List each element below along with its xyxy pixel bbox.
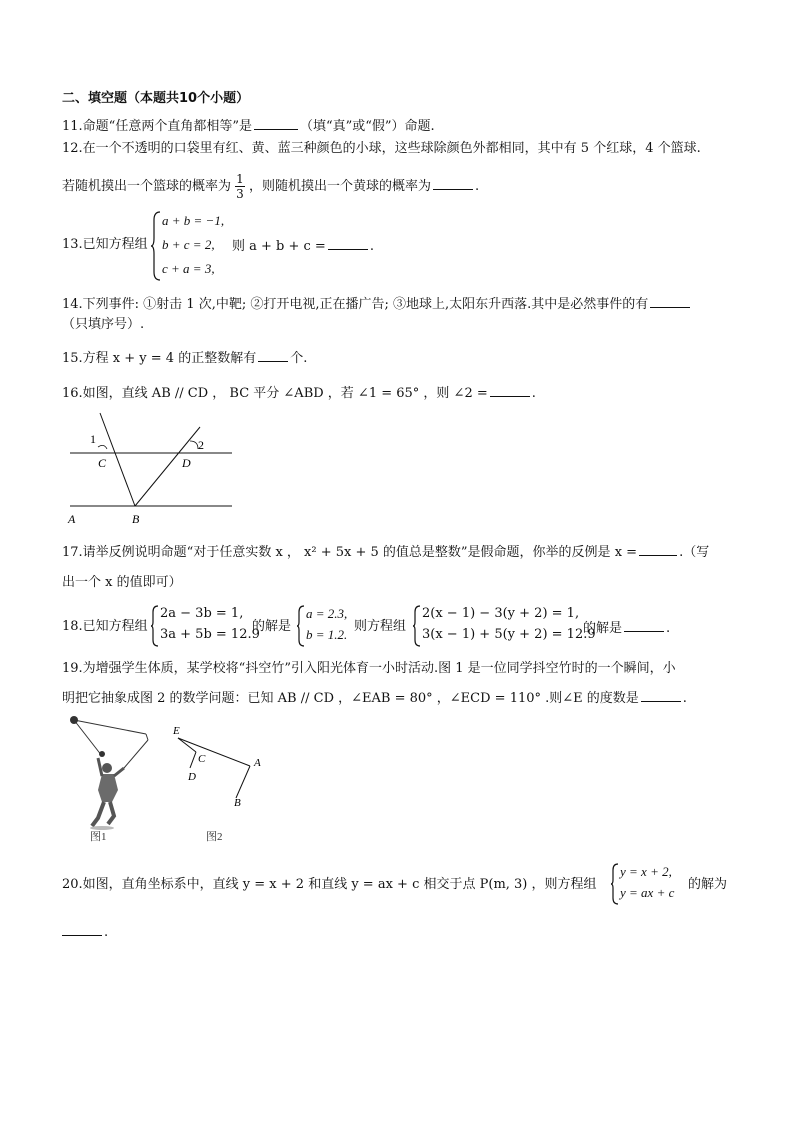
q16-blank[interactable] [490,383,530,397]
q19-figure-1 [62,712,172,842]
section-title: 二、填空题（本题共10个小题） [62,91,250,106]
string-left [74,720,102,756]
q18-prefix: 18.已知方程组 [62,619,148,634]
q18-brace-2 [296,604,306,648]
label-b2: B [234,797,241,809]
q13-ask-line: 则 a + b + c = . [232,236,374,256]
label-2: 2 [198,438,204,452]
q13-brace [150,210,162,282]
q19-blank[interactable] [641,688,681,702]
question-15: 15.方程 x + y = 4 的正整数解有 个. [62,348,307,368]
label-c2: C [198,753,206,765]
label-e: E [173,725,180,737]
q20-system: y = x + 2, y = ax + c [620,864,675,900]
q18-mid: 的解是 [252,619,292,634]
q12-line2b: ，则随机摸出一个黄球的概率为 [248,179,431,194]
q18-brace-1 [150,604,160,648]
question-19-line2: 明把它抽象成图 2 的数学问题：已知 AB // CD ，∠EAB = 80° ，∠ECD = 110° .则∠E 的度数是 . [62,688,687,708]
q13-eq1: a + b = −1, [162,213,225,228]
label-d: D [182,456,191,470]
q11-after: （填“真”或“假”）命题. [299,119,435,134]
q11-blank[interactable] [254,116,298,130]
question-14-line1: 14.下列事件: ①射击 1 次,中靶; ②打开电视,正在播广告; ③地球上,太阳东升西落.其中是必然事件的有 [62,294,692,314]
question-12-line2: 若随机摸出一个篮球的概率为 $\frac{1}{3}$ ，则随机摸出一个黄球的概率为 . [62,172,480,201]
q18-solution: a = 2.3, b = 1.2. [306,606,348,642]
question-12-line1: 12.在一个不透明的口袋里有红、黄、蓝三种颜色的小球，这些球除颜色外都相同，其中有 5 个红球，4 个篮球. [62,141,701,156]
label-b: B [132,512,140,526]
q18-brace-3 [412,604,422,648]
question-20-line1: 20.如图，直角坐标系中，直线 y = x + 2 和直线 y = ax + c 相交于点 P(m, 3) ，则方程组 [62,877,597,892]
label-a: A [68,512,76,526]
angle-2-arc [190,441,198,449]
person-head-icon [102,763,112,773]
q13-blank[interactable] [328,236,368,250]
string-top [74,720,146,734]
question-17-line2: 出一个 x 的值即可） [62,575,182,590]
label-c: C [98,456,107,470]
q13-system [162,212,224,277]
q13-prefix: 13.已知方程组 [62,237,148,252]
angle-1-arc [98,445,107,449]
q18-system-1: 2a − 3b = 1, 3a + 5b = 12.9 [160,606,260,642]
q17-blank[interactable] [639,542,677,556]
q12-fraction: $\frac{1}{3}$ [236,172,244,201]
q13-eq3: c + a = 3, [162,261,215,276]
question-20-line2: . [62,922,108,942]
line-cd2 [190,752,196,768]
fig2-caption: 图2 [206,831,223,843]
fig1-caption: 图1 [90,831,107,842]
label-d2: D [188,771,196,783]
label-a2: A [254,757,261,769]
line-ec [178,738,196,752]
question-19-line1: 19.为增强学生体质，某学校将“抖空竹”引入阳光体育一小时活动.图 1 是一位同学抖空竹时的一个瞬间，小 [62,661,676,676]
question-17-line1: 17.请举反例说明命题“对于任意实数 x ， x² + 5x + 5 的值总是整数”是假命题，你举的反例是 x = .（写 [62,542,709,562]
q12-line2a: 若随机摸出一个篮球的概率为 [62,179,232,194]
q18-mid2: 则方程组 [354,619,407,634]
q14-blank[interactable] [650,294,690,308]
q12-blank[interactable] [433,176,473,190]
line-ab2 [236,766,250,798]
line-ea [178,738,250,766]
question-14-line2: （只填序号）. [62,317,145,332]
q13-eq2: b + c = 2, [162,237,215,252]
q15-blank[interactable] [258,348,288,362]
person-body-icon [98,774,118,802]
q18-blank[interactable] [624,618,664,632]
q20-blank[interactable] [62,922,102,936]
q19-figure-2 [168,720,268,844]
q16-figure [62,405,242,530]
label-1: 1 [90,432,96,446]
question-16: 16.如图，直线 AB // CD ， BC 平分 ∠ABD ，若 ∠1 = 65° ，则 ∠2 = . [62,383,536,403]
q20-brace [610,862,620,906]
q20-after: 的解为 [688,877,728,892]
q18-end: 的解是 . [583,618,670,638]
q11-text: 11.命题“任意两个直角都相等”是 [62,119,252,134]
question-11 [62,116,435,136]
q18-system-2: 2(x − 1) − 3(y + 2) = 1, 3(x − 1) + 5(y + 2) = 12.9 [422,606,596,642]
